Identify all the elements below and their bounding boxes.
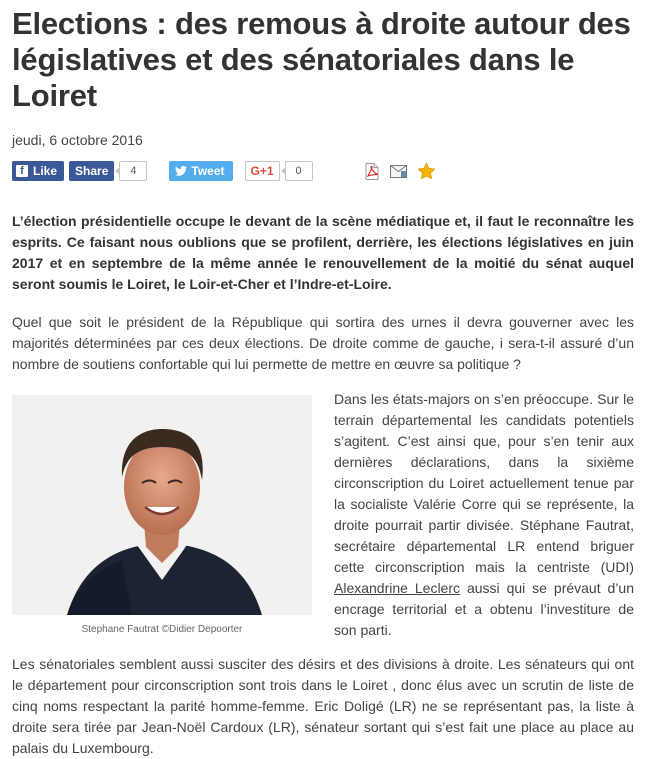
candidate-link[interactable]: Alexandrine Leclerc bbox=[334, 580, 461, 596]
paragraph-2-text-end: aussi qui se prévaut d’un encrage territorial et a obtenu l’investiture de son parti. bbox=[334, 580, 635, 638]
share-bar bbox=[12, 160, 634, 182]
photo-caption: Stephane Fautrat ©Didier Depoorter bbox=[81, 624, 243, 635]
article-paragraph-3: Les sénatoriales semblent aussi susciter des désirs et des divisions à droite. Les sénateurs qui ont le département pour circonscription sont trois dans le Loiret , donc élus avec un scrutin de liste de cinq noms respectant la parité homme-femme. Eric Doligé (LR) ne se représentant pas, la liste à droite sera tirée par Jean-Noël Cardoux (LR), sénateur sortant qui s’est fait une place au place au palais du Luxembourg. bbox=[12, 656, 634, 756]
twitter-icon bbox=[175, 166, 187, 176]
facebook-icon: f bbox=[16, 165, 28, 177]
article bbox=[12, 0, 634, 759]
gplus-count: 0 bbox=[285, 161, 313, 181]
photo-figure bbox=[12, 395, 312, 635]
gplus-button[interactable]: G+1 bbox=[245, 161, 280, 181]
email-icon[interactable] bbox=[390, 165, 407, 178]
pdf-icon[interactable] bbox=[365, 163, 379, 180]
paragraph-2-text-start: Dans les états-majors on s’en préoccupe. Sur le terrain départemental les candidats potentiels s’agitent. C’est ainsi que, pour s’en tenir aux dernières déclarations, dans la sixième circonscription du Loiret actuellement tenue par la socialiste Valérie Corre qui se représente, la droite pourrait partir divisée. Stéphane Fautrat, secrétaire départemental LR entend briguer cette circonscription mais la centriste (UDI) bbox=[334, 391, 634, 575]
facebook-like-button[interactable] bbox=[12, 161, 64, 181]
article-title: Elections : des remous à droite autour des législatives et des sénatoriales dans le Loiret bbox=[12, 6, 631, 113]
portrait-illustration bbox=[12, 395, 312, 615]
article-body-with-photo bbox=[12, 389, 634, 759]
article-paragraph-1: Quel que soit le président de la République qui sortira des urnes il devra gouverner avec les majorités déterminées par ces deux élections. De droite comme de gauche, i sera-t-il assuré d’un nombre de soutiens confortable qui lui permette de mettre en œuvre sa politique ? bbox=[12, 314, 634, 372]
facebook-share-button[interactable]: Share bbox=[69, 161, 114, 181]
like-label: Like bbox=[33, 164, 58, 178]
favorite-star-icon[interactable] bbox=[418, 163, 435, 179]
article-date: jeudi, 6 octobre 2016 bbox=[12, 132, 143, 148]
portrait-photo bbox=[12, 395, 312, 615]
tweet-button[interactable] bbox=[169, 161, 232, 181]
share-count: 4 bbox=[119, 161, 147, 181]
tweet-label: Tweet bbox=[191, 164, 225, 178]
article-lead: L’élection présidentielle occupe le devant de la scène médiatique et, il faut le reconnaître les esprits. Ce faisant nous oublions que se profilent, derrière, les élections législatives en juin 2017 et en septembre de la même année le renouvellement de la moitié du sénat auquel seront soumis le Loiret, le Loir-et-Cher et l’Indre-et-Loire. bbox=[12, 213, 634, 292]
document-tools bbox=[365, 163, 446, 180]
